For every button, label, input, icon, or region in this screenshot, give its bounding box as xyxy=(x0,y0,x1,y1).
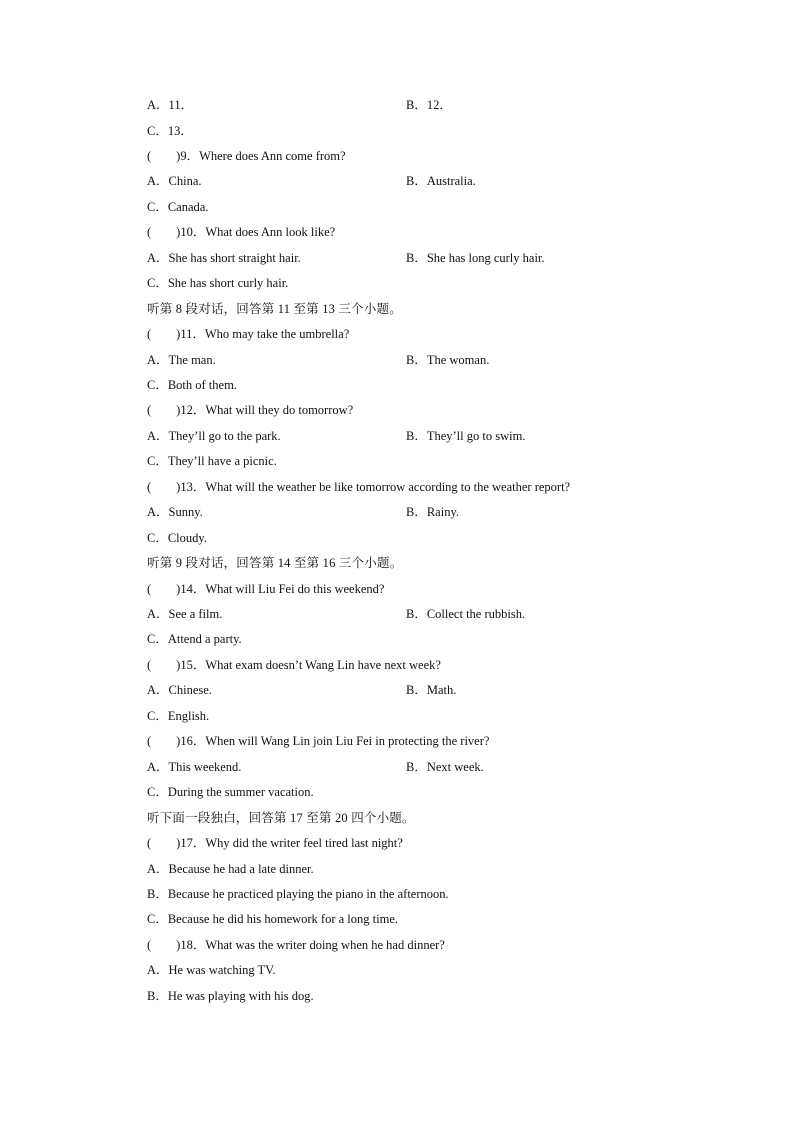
option-a: A．See a film. xyxy=(147,607,223,621)
question-line: ( )14．What will Liu Fei do this weekend? xyxy=(147,581,385,596)
option-b: B．They’ll go to swim. xyxy=(406,428,526,443)
question-line: ( )13．What will the weather be like tomorrow according to the weather report? xyxy=(147,479,571,494)
question-line: ( )15．What exam doesn’t Wang Lin have next week? xyxy=(147,657,441,672)
option-b: B．Rainy. xyxy=(406,505,460,520)
option-line: C．Canada. xyxy=(147,199,209,214)
option-line: B．He was playing with his dog. xyxy=(147,988,314,1003)
option-b: B．12． xyxy=(406,98,452,112)
section-heading: 听第 9 段对话，回答第 14 至第 16 三个小题。 xyxy=(147,556,403,571)
option-row xyxy=(147,249,734,267)
option-row xyxy=(147,427,734,445)
option-b: B．The woman. xyxy=(406,352,490,367)
option-row xyxy=(147,351,734,369)
option-b: B．Next week. xyxy=(406,759,484,774)
option-a: A．11． xyxy=(147,98,194,112)
option-line: A．He was watching TV. xyxy=(147,963,276,978)
option-line: C．English. xyxy=(147,708,210,723)
option-row xyxy=(147,503,734,521)
option-line: C．She has short curly hair. xyxy=(147,276,289,291)
question-line: ( )16．When will Wang Lin join Liu Fei in protecting the river? xyxy=(147,734,490,749)
question-line: ( )18．What was the writer doing when he had dinner? xyxy=(147,937,445,952)
option-b: B．Math. xyxy=(406,683,457,698)
question-line: ( )10．What does Ann look like? xyxy=(147,225,336,240)
option-row xyxy=(147,605,734,623)
section-heading: 听第 8 段对话，回答第 11 至第 13 三个小题。 xyxy=(147,301,402,316)
option-a: A．China. xyxy=(147,174,202,189)
option-a: A．This weekend. xyxy=(147,759,242,774)
section-heading: 听下面一段独白，回答第 17 至第 20 四个小题。 xyxy=(147,810,415,825)
option-line: C．Attend a party. xyxy=(147,632,242,647)
option-b: B．Australia. xyxy=(406,174,476,189)
option-row xyxy=(147,681,734,699)
option-line: C．Cloudy. xyxy=(147,530,207,545)
option-line: C．13． xyxy=(147,123,193,138)
option-b: B．She has long curly hair. xyxy=(406,250,545,265)
option-line: B．Because he practiced playing the piano in the afternoon. xyxy=(147,886,449,901)
option-a: A．The man. xyxy=(147,352,216,367)
question-line: ( )11．Who may take the umbrella? xyxy=(147,327,350,341)
option-row xyxy=(147,758,734,776)
option-row xyxy=(147,96,734,114)
option-a: A．Sunny. xyxy=(147,505,203,520)
question-line: ( )12．What will they do tomorrow? xyxy=(147,403,354,418)
option-line: A．Because he had a late dinner. xyxy=(147,861,314,876)
option-a: A．They’ll go to the park. xyxy=(147,428,281,443)
option-row xyxy=(147,172,734,190)
option-line: C．Both of them. xyxy=(147,377,237,392)
option-line: C．They’ll have a picnic. xyxy=(147,454,277,469)
option-a: A．Chinese. xyxy=(147,683,212,698)
question-line: ( )17．Why did the writer feel tired last night? xyxy=(147,836,403,850)
option-a: A．She has short straight hair. xyxy=(147,250,301,265)
question-line: ( )9．Where does Ann come from? xyxy=(147,148,346,163)
option-line: C．Because he did his homework for a long time. xyxy=(147,912,398,927)
option-line: C．During the summer vacation. xyxy=(147,785,314,800)
option-b: B．Collect the rubbish. xyxy=(406,607,526,621)
